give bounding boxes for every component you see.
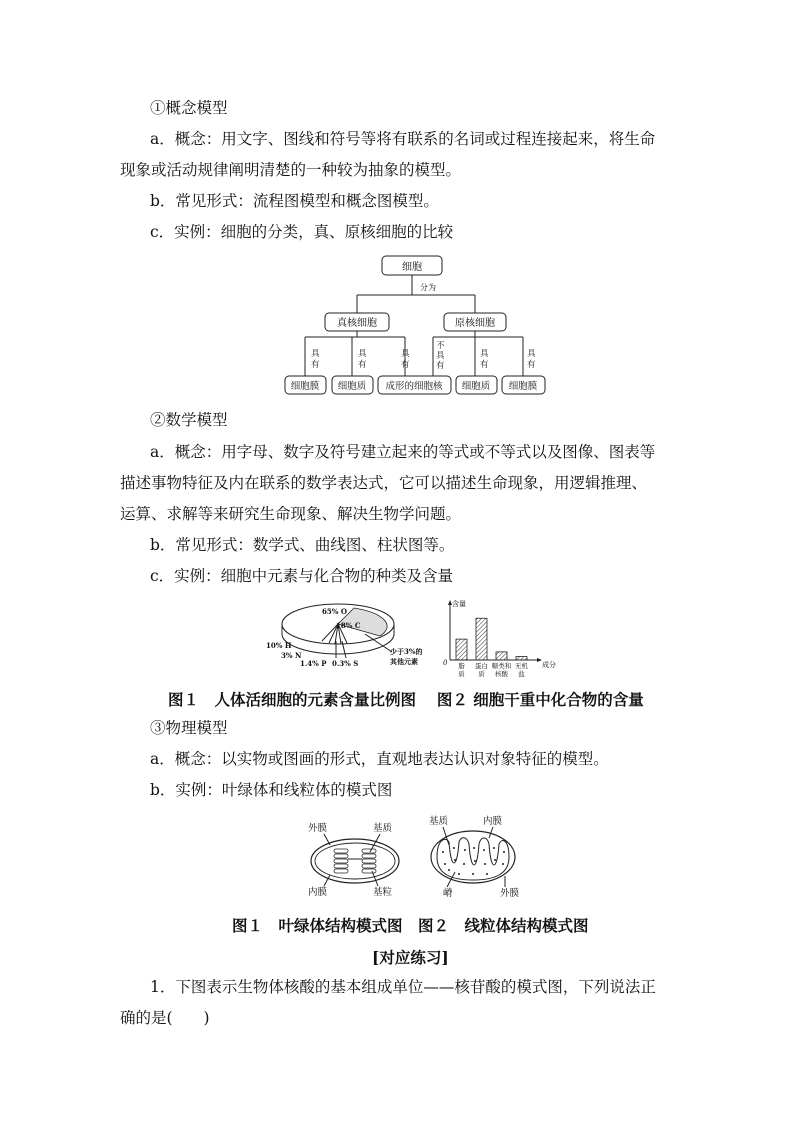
chloroplast-outer-membrane-label: 外膜 [308, 823, 328, 834]
bar-0 [456, 639, 467, 660]
pie-label-hydrogen: 10% H [266, 641, 292, 650]
bar-label-0-0: 脂 [458, 662, 465, 670]
map-split-label: 分为 [420, 283, 436, 292]
figure-caption-math: 图１ 人体活细胞的元素含量比例图 图２ 细胞干重中化合物的含量 [168, 690, 644, 709]
math-definition-line2: 描述事物特征及内在联系的数学表达式，它可以描述生命现象，用逻辑推理、 [120, 474, 648, 492]
map-leaf-membrane-2: 细胞膜 [508, 381, 538, 392]
pie-label-other-1: 少于3%的 [390, 647, 423, 656]
map-leaf-cytoplasm-2: 细胞质 [461, 381, 491, 392]
mitochondria-cristae-label: 嵴 [443, 888, 453, 899]
mitochondria-outer-membrane-label: 外膜 [500, 888, 520, 899]
element-pie-chart [262, 596, 432, 678]
compound-bar-chart [440, 596, 585, 681]
pie-label-sulfur: 0.3% S [332, 659, 359, 668]
bar-2 [496, 652, 507, 660]
map-eukaryote: 真核细胞 [337, 318, 377, 329]
map-leaf-cytoplasm-1: 细胞质 [337, 381, 367, 392]
chloroplast-matrix-label: 基质 [373, 823, 393, 834]
svg-text:有: 有 [436, 361, 445, 371]
bar-label-2-1: 核酸 [495, 670, 508, 678]
map-root-cell: 细胞 [402, 262, 422, 273]
map-has-label: 具 [311, 349, 320, 359]
bar-chart-ylabel: 含量 [452, 600, 466, 608]
bar-label-2-0: 糖类和 [491, 662, 512, 670]
question-1-line2: 确的是( ) [120, 1009, 210, 1027]
svg-text:有: 有 [358, 360, 367, 370]
bar-chart-xlabel: 成分 [542, 661, 556, 669]
svg-text:具: 具 [401, 349, 410, 359]
practice-heading: [对应练习] [372, 948, 449, 967]
concept-forms: b．常见形式：流程图模型和概念图模型。 [150, 192, 439, 210]
svg-text:有: 有 [480, 360, 489, 370]
cell-classification-concept-map [280, 253, 550, 398]
question-1-line1: 1．下图表示生物体核酸的基本组成单位——核苷酸的模式图，下列说法正 [150, 978, 656, 996]
bar-label-3-0: 无机 [515, 662, 528, 670]
svg-text:具: 具 [527, 349, 536, 359]
mitochondria-diagram [425, 812, 525, 902]
concept-definition-line1: a．概念：用文字、图线和符号等将有联系的名词或过程连接起来，将生命 [150, 130, 656, 148]
pie-label-nitrogen: 3% N [281, 651, 302, 660]
svg-text:有: 有 [311, 360, 320, 370]
physical-definition: a．概念：以实物或图画的形式，直观地表达认识对象特征的模型。 [150, 750, 609, 768]
pie-label-oxygen: 65% O [322, 607, 347, 616]
concept-definition-line2: 现象或活动规律阐明清楚的一种较为抽象的模型。 [120, 161, 462, 179]
svg-text:具: 具 [358, 349, 367, 359]
physical-example: b．实例：叶绿体和线粒体的模式图 [150, 781, 393, 799]
map-prokaryote: 原核细胞 [455, 318, 495, 329]
map-not-has-label: 不 [436, 341, 445, 351]
figure-caption-physical: 图１ 叶绿体结构模式图 图２ 线粒体结构模式图 [232, 916, 589, 935]
bar-1 [476, 618, 487, 660]
physical-model-heading: ③物理模型 [150, 719, 228, 737]
pie-label-other-2: 其他元素 [390, 657, 418, 666]
math-definition-line1: a．概念：用字母、数字及符号建立起来的等式或不等式以及图像、图表等 [150, 443, 656, 461]
math-forms: b．常见形式：数学式、曲线图、柱状图等。 [150, 536, 455, 554]
map-leaf-membrane-1: 细胞膜 [290, 381, 320, 392]
svg-text:具: 具 [436, 351, 445, 361]
mitochondria-inner-membrane-label: 内膜 [483, 816, 503, 827]
pie-label-phosphorus: 1.4% P [300, 659, 327, 668]
bar-label-0-1: 质 [458, 670, 465, 678]
bar-chart-origin: 0 [443, 659, 448, 667]
map-leaf-nucleus: 成形的细胞核 [385, 381, 443, 392]
bar-label-1-0: 蛋白 [475, 662, 488, 670]
svg-text:有: 有 [401, 360, 410, 370]
svg-text:有: 有 [527, 360, 536, 370]
chloroplast-inner-membrane-label: 内膜 [308, 887, 328, 898]
math-example: c．实例：细胞中元素与化合物的种类及含量 [150, 567, 454, 585]
svg-text:具: 具 [480, 349, 489, 359]
bar-label-3-1: 盐 [518, 670, 525, 678]
math-model-heading: ②数学模型 [150, 411, 228, 429]
concept-model-heading: ①概念模型 [150, 99, 228, 117]
mitochondria-matrix-label: 基质 [429, 816, 449, 827]
chloroplast-diagram [300, 815, 410, 901]
bar-3 [516, 657, 527, 660]
concept-example: c．实例：细胞的分类，真、原核细胞的比较 [150, 223, 454, 241]
math-definition-line3: 运算、求解等来研究生命现象、解决生物学问题。 [120, 505, 462, 523]
bar-label-1-1: 质 [478, 670, 485, 678]
pie-label-carbon: 18% C [336, 621, 361, 630]
chloroplast-grana-label: 基粒 [373, 887, 393, 898]
